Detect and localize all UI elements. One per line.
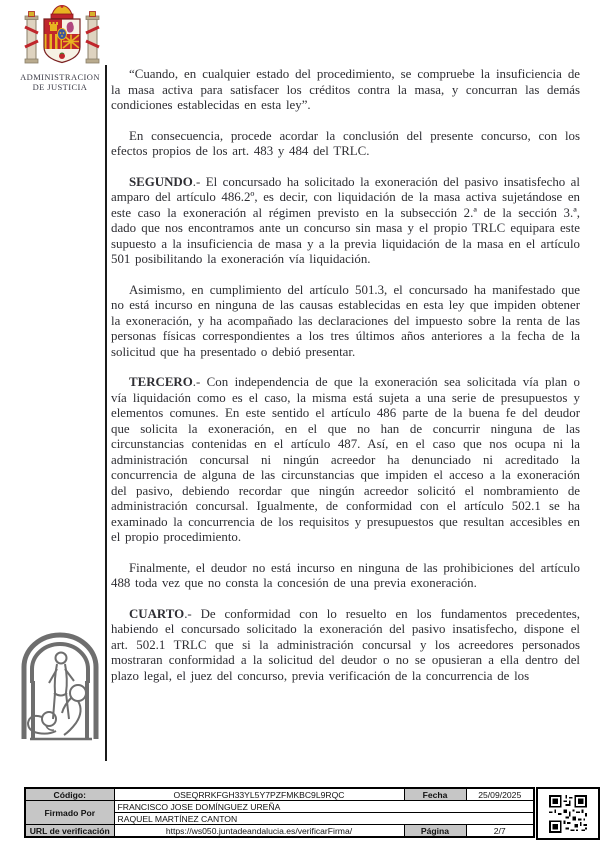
margin-divider xyxy=(105,65,107,761)
junta-de-andalucia-emblem-icon xyxy=(16,631,104,753)
left-pillar xyxy=(25,12,38,64)
codigo-label: Código: xyxy=(25,788,114,801)
codigo-value: OSEQRRKFGH33YL5Y7PZFMKBC9L9RQC xyxy=(114,788,404,801)
fecha-value: 25/09/2025 xyxy=(466,788,534,801)
paragraph-text: En consecuencia, procede acordar la conclusión del presente concurso, con los efectos propios de los art. 483 y 484 del TRLC. xyxy=(111,128,580,158)
qr-code-box xyxy=(536,787,600,840)
paragraph-text: “Cuando, en cualquier estado del procedimiento, se compruebe la insuficiencia de la masa activa para satisfacer los créditos contra la masa, y concurran las demás condiciones establecidas en esta ley”. xyxy=(111,67,580,112)
pagina-value: 2/7 xyxy=(466,825,534,838)
org-name-line1: ADMINISTRACION xyxy=(20,72,100,82)
paragraph-text: .- Con independencia de que la exoneración sea solicitada vía plan o vía liquidación como es el caso, la misma está sujeta a una serie de presupuestos y elementos comunes. En este sentido el artículo 486 parte de la buena fe del deudor que solicita la exoneración, en el que no han de concurrir ninguna de las circunstancias contenidas en el artículo 487. Así, en el caso que nos ocupa ni la administración concursal ni ningún acreedor ha denunciado ni acreditado la concurrencia de alguna de las circunstancias que impiden el acceso a la exoneración del pasivo, debiendo recordar que ningún acreedor solicitó el nombramiento de administración concursal. Igualmente, de conformidad con el artículo 502.1 se ha examinado la concurrencia de los requisitos y presupuestos que resultan accesibles en el propio procedimiento. xyxy=(111,375,580,544)
fecha-label: Fecha xyxy=(404,788,466,801)
document-body xyxy=(111,52,580,684)
signer-name: RAQUEL MARTÍNEZ CANTON xyxy=(114,813,534,825)
url-label: URL de verificación xyxy=(25,825,114,838)
paragraph-cuarto xyxy=(111,607,580,685)
signature-table xyxy=(24,787,535,838)
paragraph xyxy=(111,283,580,361)
url-value: https://ws050.juntadeandalucia.es/verificarFirma/ xyxy=(114,825,404,838)
signer-name: FRANCISCO JOSE DOMÍNGUEZ UREÑA xyxy=(114,801,534,813)
paragraph-lead: TERCERO xyxy=(129,375,193,389)
paragraph-segundo xyxy=(111,175,580,268)
shield xyxy=(44,19,80,65)
paragraph-text: Finalmente, el deudor no está incurso en ninguna de las prohibiciones del artículo 488 toda vez que no consta la concesión de una previa exoneración. xyxy=(111,560,580,590)
crown xyxy=(51,5,73,18)
firmado-por-label: Firmado Por xyxy=(25,801,114,825)
pagina-label: Página xyxy=(404,825,466,838)
paragraph-text: Asimismo, en cumplimiento del artículo 501.3, el concursado ha manifestado que no está incurso en ninguna de las causas establecidas en esta ley que impiden obtener la exoneración, y ha acompañado las declaraciones del impuesto sobre la renta de las personas físicas correspondientes a los tres últimos años anteriores a la fecha de la solicitud que ha presentado o debió presentar. xyxy=(111,282,580,359)
qr-code-icon xyxy=(549,795,587,833)
paragraph xyxy=(111,561,580,592)
right-pillar xyxy=(86,12,99,64)
paragraph-quote xyxy=(111,67,580,114)
table-row xyxy=(25,801,534,813)
coat-of-arms-icon xyxy=(22,5,102,71)
paragraph xyxy=(111,129,580,160)
org-name-line2: DE JUSTICIA xyxy=(32,82,88,92)
paragraph-lead: SEGUNDO xyxy=(129,174,193,189)
table-row xyxy=(25,788,534,801)
paragraph-text: .- De conformidad con lo resuelto en los fundamentos precedentes, habiendo el concursado solicitado la exoneración del pasivo insatisfecho, dispone el art. 502.1 TRLC que si la administración concursal y los acreedores personados mostraran conformidad a la solicitud del deudor o no se opusieran a ella dentro del plazo legal, el juez del concurso, previa verificación de la concurrencia de los xyxy=(111,606,580,683)
table-row xyxy=(25,825,534,838)
paragraph-text: .- El concursado ha solicitado la exoneración del pasivo insatisfecho al amparo del artículo 486.2º, es decir, con liquidación de la masa activa sujetándose en este caso la exoneración al régimen previsto en la subsección 2.ª de la sección 3.ª, dado que nos encontramos ante un concurso sin masa y el propio TRLC equipara este supuesto a la insuficiencia de masa y a la previa liquidación de la masa en el artículo 501 posibilitando la exoneración vía liquidación. xyxy=(111,174,580,266)
paragraph-tercero xyxy=(111,375,580,546)
org-name xyxy=(8,72,112,92)
paragraph-lead: CUARTO xyxy=(129,606,185,621)
